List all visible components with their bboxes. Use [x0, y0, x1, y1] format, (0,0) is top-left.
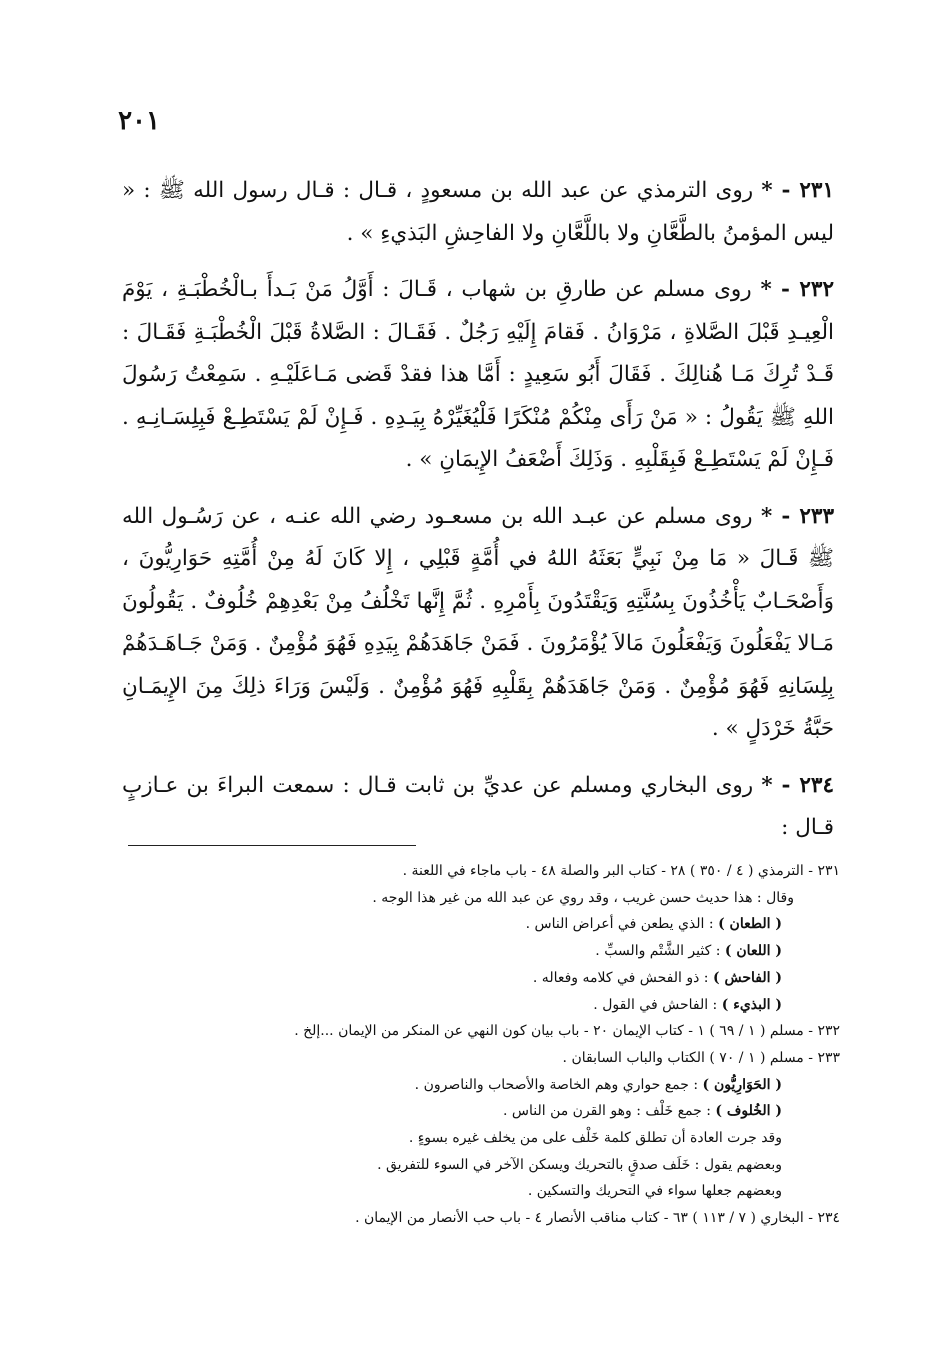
gloss-item — [120, 992, 840, 1019]
footnote-232: ٢٣٢ - مسلم ( ١ / ٦٩ ) ١ - كتاب الإيمان ٢٠ - باب بيان كون النهي عن المنكر من الإيمان ...إلخ . — [294, 1023, 840, 1040]
hadith-number: ٢٣٢ - * — [760, 277, 835, 302]
gloss-term: ( الخُلوف ) — [715, 1103, 782, 1120]
footnote-divider — [128, 845, 416, 846]
gloss-item — [120, 965, 840, 992]
hadith-232 — [122, 269, 834, 482]
gloss-definition: : كثير الشَّتْم والسبِّ . — [595, 943, 721, 960]
gloss-term: ( الحَوَارِيُّون ) — [702, 1076, 782, 1093]
hadith-233 — [122, 496, 834, 751]
gloss-term: ( اللعان ) — [724, 943, 782, 960]
gloss-item — [120, 1098, 840, 1125]
footnotes — [120, 858, 840, 1232]
gloss-term: ( البذيء ) — [721, 996, 782, 1013]
footnote-233: ٢٣٣ - مسلم ( ١ / ٧٠ ) الكتاب والباب السابقان . — [562, 1049, 840, 1066]
hadith-text: روى مسلم عن عبـد الله بن مسعـود رضي الله عنـه ، عن رَسُـول الله ﷺ قَـالَ « مَا مِنْ نَبِيٍّ بَعَثَهُ اللهُ في أُمَّةٍ قَبْلِي ، إِلا كَانَ لَهُ مِنْ أُمَّتِهِ حَوَارِيُّونَ ، وَأَصْحَـابٌ يَأْخُذُونَ بِسُنَّتِهِ وَيَقْتَدُونَ بِأَمْرِهِ . ثُمَّ إِنَّها تَخْلُفُ مِنْ بَعْدِهِمْ خُلُوفٌ . يَقُولُونَ مَـالا يَفْعَلُونَ وَيَفْعَلُونَ مَالاَ يُؤْمَرُونَ . فَمَنْ جَاهَدَهُمْ بِيَدِهِ فَهُوَ مُؤْمِنٌ . وَمَنْ جَـاهَـدَهُمْ بِلِسَانِهِ فَهُوَ مُؤْمِنٌ . وَمَنْ جَاهَدَهُمْ بِقَلْبِهِ فَهُوَ مُؤْمِنٌ . وَلَيْسَ وَرَاءَ ذلِكَ مِنَ الإِيمَـانِ حَبَّةُ خَرْدَلٍ » . — [122, 503, 834, 741]
footnote-comment: وقد جرت العادة أن تطلق كلمة خَلْف على من يخلف غيره بسوءٍ . — [408, 1130, 782, 1147]
gloss-definition: : جمع حواري وهم الخاصة والأصحاب والناصرون . — [414, 1076, 699, 1093]
hadith-number: ٢٣١ - * — [761, 178, 834, 203]
hadith-231 — [122, 170, 834, 255]
page-number: ٢٠١ — [118, 106, 160, 136]
footnote-231-comment: وقال : هذا حديث حسن غريب ، وقد روي عن عبد الله من غير هذا الوجه . — [372, 889, 794, 906]
footnote-234: ٢٣٤ - البخاري ( ٧ / ١١٣ ) ٦٣ - كتاب مناقب الأنصار ٤ - باب حب الأنصار من الإيمان . — [355, 1210, 840, 1227]
gloss-term: ( الفاحش ) — [712, 969, 782, 986]
gloss-definition: : الفاحش في القول . — [593, 996, 718, 1013]
gloss-item — [120, 911, 840, 938]
hadith-text: روى مسلم عن طارقِ بن شهاب ، قَـالَ : أَوَّلُ مَنْ بَـدأَ بـالْخُطْبَـةِ ، يَوْمَ الْعِيـدِ قَبْلَ الصَّلاةِ ، مَرْوَانُ . فَقامَ إِلَيْهِ رَجُلٌ . فَقَـالَ : الصَّلاةُ قَبْلَ الْخُطْبَـةِ فَقَـالَ : قَـدْ تُرِكَ مَـا هُنالِكَ . فَقَالَ أَبُو سَعِيدٍ : أَمَّا هذا فقدْ قَضى مَـاعَلَيْـهِ . سَمِعْتُ رَسُولَ اللهِ ﷺ يَقُولُ : « مَنْ رَأَى مِنْكُمْ مُنْكَرًا فَلْيُغَيِّرْهُ بِيَـدِهِ . فَـإِنْ لَمْ يَسْتَطِـعْ فَبِلِسَـانِـهِ . فَـإِنْ لَمْ يَسْتَطِـعْ فَبِقَلْبِهِ . وَذَلِكَ أَضْعَفُ الإِيمَانِ » . — [122, 277, 834, 472]
gloss-definition: : الذي يطعن في أعراض الناس . — [525, 916, 714, 933]
footnote-231: ٢٣١ - الترمذي ( ٤ / ٣٥٠ ) ٢٨ - كتاب البر والصلة ٤٨ - باب ماجاء في اللعنة . — [402, 863, 840, 879]
gloss-item — [120, 1072, 840, 1099]
gloss-definition: : ذو الفحش في كلامه وفعاله . — [532, 969, 709, 986]
hadith-text: روى الترمذي عن عبد الله بن مسعودٍ ، قـال : قـال رسول الله ﷺ : « ليس المؤمنُ بالطَّعَّانِ ولا باللَّعَّانِ ولا الفاحِشِ البَذيءِ » . — [122, 178, 834, 246]
hadith-234 — [122, 765, 834, 850]
main-text — [122, 170, 834, 864]
gloss-definition: : جمع خَلْف : وهو القرن من الناس . — [502, 1103, 711, 1120]
hadith-text: روى البخاري ومسلم عن عديِّ بن ثابت قـال : سمعت البراءَ بن عـازبٍ قـال : — [122, 772, 834, 840]
hadith-number: ٢٣٣ - * — [761, 503, 835, 529]
footnote-comment: وبعضهم يقول : خَلَف صدقٍ بالتحريك ويسكن الآخر في السوء للتفريق . — [377, 1156, 782, 1173]
gloss-term: ( الطعان ) — [718, 916, 782, 933]
footnote-comment: وبعضهم جعلها سواء في التحريك والتسكين . — [527, 1183, 782, 1200]
gloss-item — [120, 938, 840, 965]
hadith-number: ٢٣٤ - * — [761, 772, 834, 798]
